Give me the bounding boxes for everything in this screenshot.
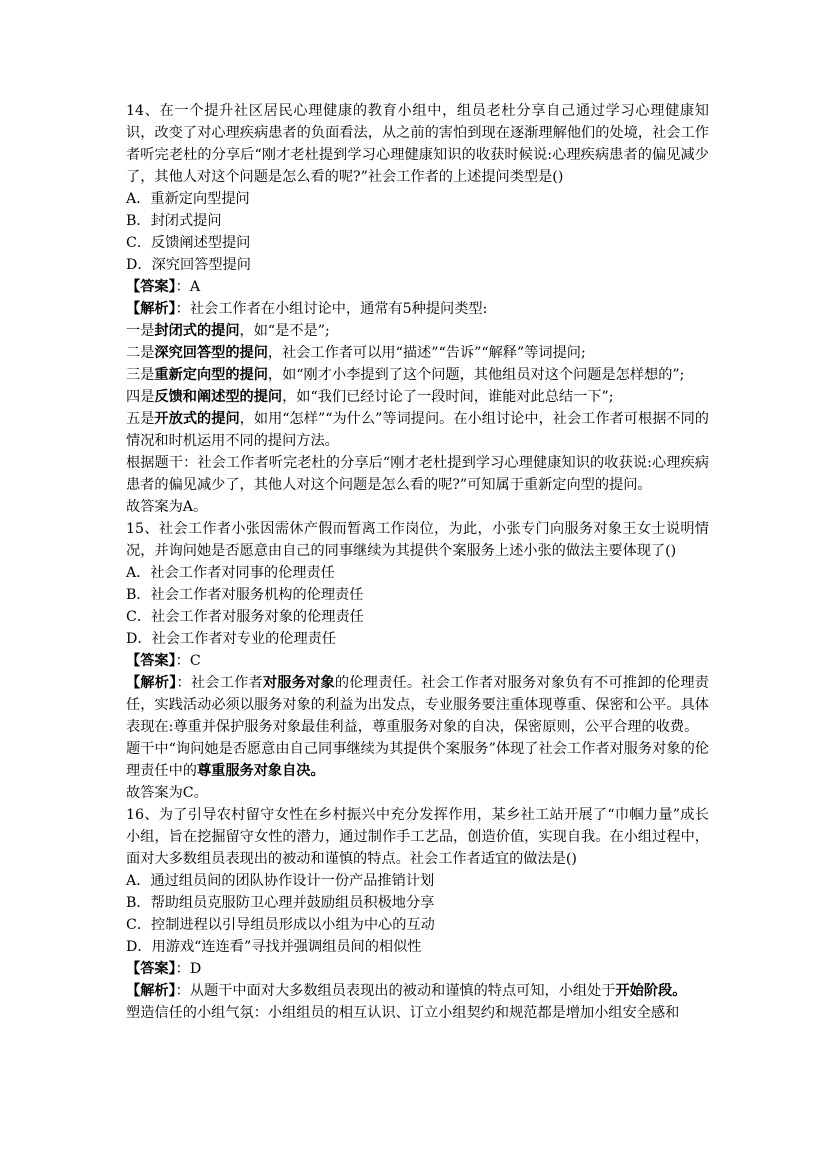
type-prefix: 四是 bbox=[126, 389, 155, 405]
question-type-3 bbox=[126, 364, 709, 386]
analysis-emphasis: 对服务对象 bbox=[262, 675, 335, 691]
question-14-conclusion: 故答案为A。 bbox=[126, 499, 208, 515]
analysis-text: ：社会工作者 bbox=[176, 675, 263, 691]
type-prefix: 二是 bbox=[126, 345, 155, 361]
question-16-option-b: B．帮助组员克服防卫心理并鼓励组员积极地分享 bbox=[126, 895, 435, 911]
question-type-2 bbox=[126, 342, 709, 364]
question-16-option-c: C．控制进程以引导组员形成以小组为中心的互动 bbox=[126, 917, 435, 933]
analysis-text: 的伦理责任。社会工作者对服务对象负有不可推卸的伦理责任，实践活动必须以服务对象的利益为出发点，专业服务要注重体现尊重、保密和公平。具体表现在:尊重并保护服务对象最佳利益，尊重服务对象的自决，保密原则，公平合理的收费。 bbox=[126, 675, 709, 735]
type-desc: ，如用“怎样”“为什么”等词提问。在小组讨论中，社会工作者可根据不同的情况和时机运用不同的提问方法。 bbox=[126, 411, 709, 449]
analysis-label: 【解析】 bbox=[126, 983, 176, 999]
answer-value: ：A bbox=[175, 279, 201, 295]
type-name: 重新定向型的提问 bbox=[154, 367, 268, 383]
question-14-option-c: C．反馈阐述型提问 bbox=[126, 235, 251, 251]
analysis-label: 【解析】 bbox=[126, 675, 177, 691]
type-prefix: 一是 bbox=[126, 323, 155, 339]
question-15-option-a: A．社会工作者对同事的伦理责任 bbox=[126, 565, 335, 581]
basis-text: 题干中“询问她是否愿意由自己同事继续为其提供个案服务”体现了社会工作者对服务对象的伦理责任中的 bbox=[126, 741, 709, 779]
question-16-stem: 16、为了引导农村留守女性在乡村振兴中充分发挥作用，某乡社工站开展了“巾帼力量”成长小组，旨在挖掘留守女性的潜力，通过制作手工艺品，创造价值，实现自我。在小组过程中，面对大多数组员表现出的被动和谨慎的特点。社会工作者适宜的做法是() bbox=[126, 807, 709, 867]
question-16-trust: 塑造信任的小组气氛：小组组员的相互认识、订立小组契约和规范都是增加小组安全感和 bbox=[126, 1005, 680, 1021]
answer-label: 【答案】 bbox=[126, 279, 176, 295]
question-16-answer bbox=[126, 958, 709, 980]
question-type-4 bbox=[126, 386, 709, 408]
question-14-option-b: B．封闭式提问 bbox=[126, 213, 222, 229]
question-15-option-c: C．社会工作者对服务对象的伦理责任 bbox=[126, 609, 364, 625]
question-15-answer bbox=[126, 650, 709, 672]
question-14-analysis bbox=[126, 298, 709, 320]
type-name: 深究回答型的提问 bbox=[154, 345, 268, 361]
type-name: 开放式的提问 bbox=[154, 411, 240, 427]
question-15-option-b: B．社会工作者对服务机构的伦理责任 bbox=[126, 587, 364, 603]
question-14-answer bbox=[126, 276, 709, 298]
answer-label: 【答案】 bbox=[126, 653, 176, 669]
question-16-analysis bbox=[126, 980, 709, 1002]
question-14-basis: 根据题干：社会工作者听完老杜的分享后“刚才老杜提到学习心理健康知识的收获说:心理疾病患者的偏见减少了，其他人对这个问题是怎么看的呢?”可知属于重新定向型的提问。 bbox=[126, 455, 709, 493]
type-name: 封闭式的提问 bbox=[154, 323, 240, 339]
question-15-conclusion: 故答案为C。 bbox=[126, 785, 208, 801]
type-desc: ，如“刚才小李提到了这个问题，其他组员对这个问题是怎样想的”; bbox=[267, 367, 685, 383]
answer-value: ：C bbox=[175, 653, 201, 669]
question-16-option-a: A．通过组员间的团队协作设计一份产品推销计划 bbox=[126, 873, 435, 889]
type-name: 反馈和阐述型的提问 bbox=[154, 389, 283, 405]
type-prefix: 三是 bbox=[126, 367, 155, 383]
analysis-text: ：从题干中面对大多数组员表现出的被动和谨慎的特点可知，小组处于 bbox=[175, 983, 616, 999]
question-type-5 bbox=[126, 408, 709, 452]
question-15-analysis bbox=[126, 672, 709, 738]
question-14-stem: 14、在一个提升社区居民心理健康的教育小组中，组员老杜分享自己通过学习心理健康知识，改变了对心理疾病患者的负面看法，从之前的害怕到现在逐渐理解他们的处境，社会工作者听完老杜的分享后“刚才老杜提到学习心理健康知识的收获时候说:心理疾病患者的偏见减少了，其他人对这个问题是怎么看的呢?”社会工作者的上述提问类型是() bbox=[126, 103, 709, 185]
answer-label: 【答案】 bbox=[126, 961, 176, 977]
question-16-option-d: D．用游戏“连连看”寻找并强调组员间的相似性 bbox=[126, 939, 422, 955]
question-15-option-d: D．社会工作者对专业的伦理责任 bbox=[126, 631, 337, 647]
basis-emphasis: 尊重服务对象自决。 bbox=[196, 763, 325, 779]
question-15-stem: 15、社会工作者小张因需休产假而暂离工作岗位，为此，小张专门向服务对象王女士说明情况，并询问她是否愿意由自己的同事继续为其提供个案服务上述小张的做法主要体现了() bbox=[126, 521, 709, 559]
question-15-basis bbox=[126, 738, 709, 782]
type-desc: ，如“是不是”; bbox=[239, 323, 330, 339]
analysis-emphasis: 开始阶段。 bbox=[615, 983, 687, 999]
document-body bbox=[126, 100, 709, 1024]
question-14-option-d: D．深究回答型提问 bbox=[126, 257, 251, 273]
type-desc: ，如“我们已经讨论了一段时间，谁能对此总结一下”; bbox=[282, 389, 614, 405]
answer-value: ：D bbox=[175, 961, 202, 977]
question-14-option-a: A．重新定向型提问 bbox=[126, 191, 250, 207]
analysis-intro: ：社会工作者在小组讨论中，通常有5种提问类型: bbox=[175, 301, 488, 317]
type-prefix: 五是 bbox=[126, 411, 155, 427]
type-desc: ，社会工作者可以用“描述”“告诉”“解释”等词提问; bbox=[267, 345, 586, 361]
question-type-1 bbox=[126, 320, 709, 342]
analysis-label: 【解析】 bbox=[126, 301, 176, 317]
